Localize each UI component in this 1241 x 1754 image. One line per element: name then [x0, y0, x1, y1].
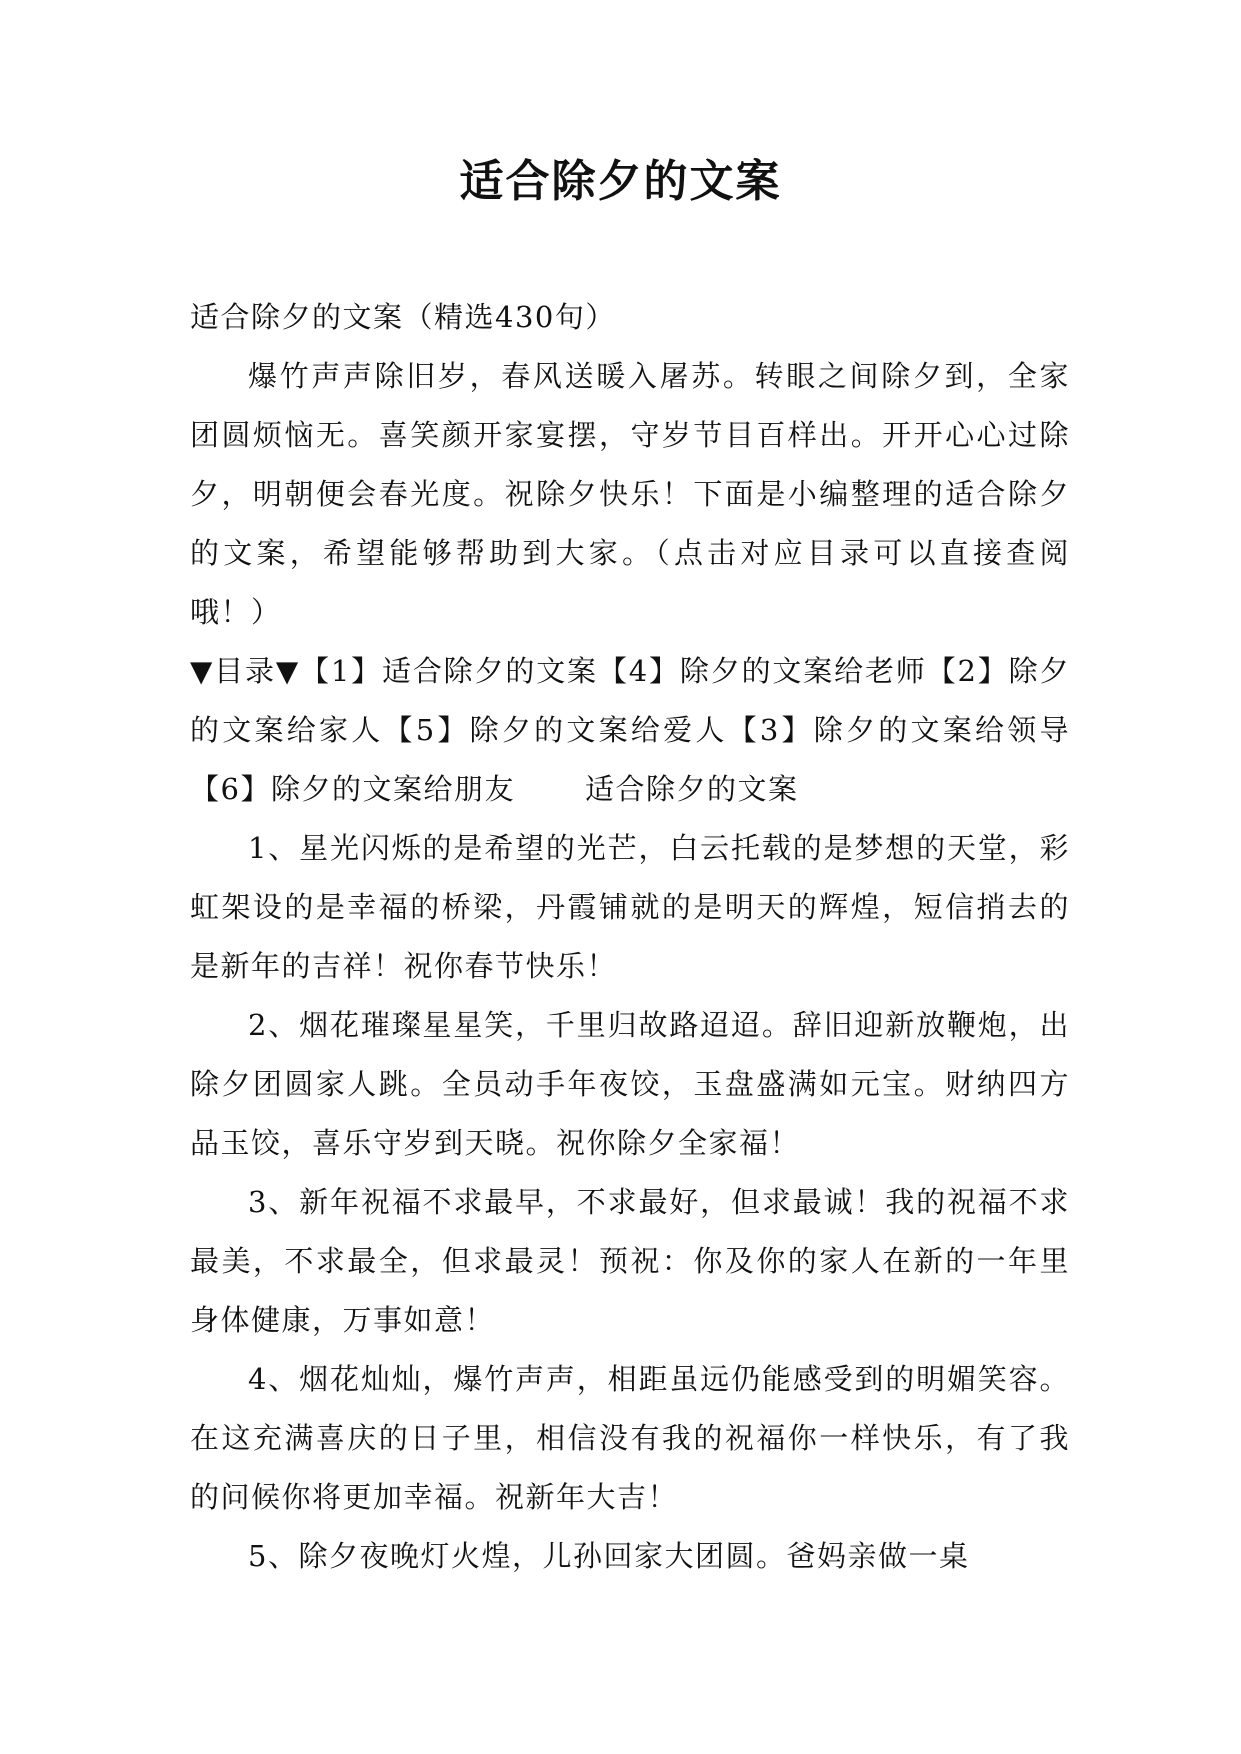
section-heading: 适合除夕的文案 — [584, 772, 799, 806]
toc-text: ▼目录▼【1】适合除夕的文案【4】除夕的文案给老师【2】除夕的文案给家人【5】除夕的文案给爱人【3】除夕的文案给领导【6】除夕的文案给朋友 — [190, 654, 1070, 806]
list-item: 5、除夕夜晚灯火煌，儿孙回家大团圆。爸妈亲做一桌 — [248, 1539, 970, 1573]
table-of-contents — [190, 642, 1070, 819]
list-item: 3、新年祝福不求最早，不求最好，但求最诚！我的祝福不求最美，不求最全，但求最灵！预祝：你及你的家人在新的一年里身体健康，万事如意！ — [190, 1185, 1070, 1337]
list-item: 4、烟花灿灿，爆竹声声，相距虽远仍能感受到的明媚笑容。在这充满喜庆的日子里，相信没有我的祝福你一样快乐，有了我的问候你将更加幸福。祝新年大吉！ — [190, 1362, 1070, 1514]
document-body — [190, 288, 1070, 1586]
document-title: 适合除夕的文案 — [459, 156, 782, 207]
intro-paragraph: 爆竹声声除旧岁，春风送暖入屠苏。转眼之间除夕到，全家团圆烦恼无。喜笑颜开家宴摆，守岁节目百样出。开开心心过除夕，明朝便会春光度。祝除夕快乐！下面是小编整理的适合除夕的文案，希望能够帮助到大家。（点击对应目录可以直接查阅哦！） — [190, 359, 1070, 629]
list-item: 1、星光闪烁的是希望的光芒，白云托载的是梦想的天堂，彩虹架设的是幸福的桥梁，丹霞铺就的是明天的辉煌，短信捎去的是新年的吉祥！祝你春节快乐！ — [190, 831, 1070, 983]
list-item: 2、烟花璀璨星星笑，千里归故路迢迢。辞旧迎新放鞭炮，出除夕团圆家人跳。全员动手年夜饺，玉盘盛满如元宝。财纳四方品玉饺，喜乐守岁到天晓。祝你除夕全家福！ — [190, 1008, 1070, 1160]
document-subtitle: 适合除夕的文案（精选430句） — [190, 300, 616, 334]
